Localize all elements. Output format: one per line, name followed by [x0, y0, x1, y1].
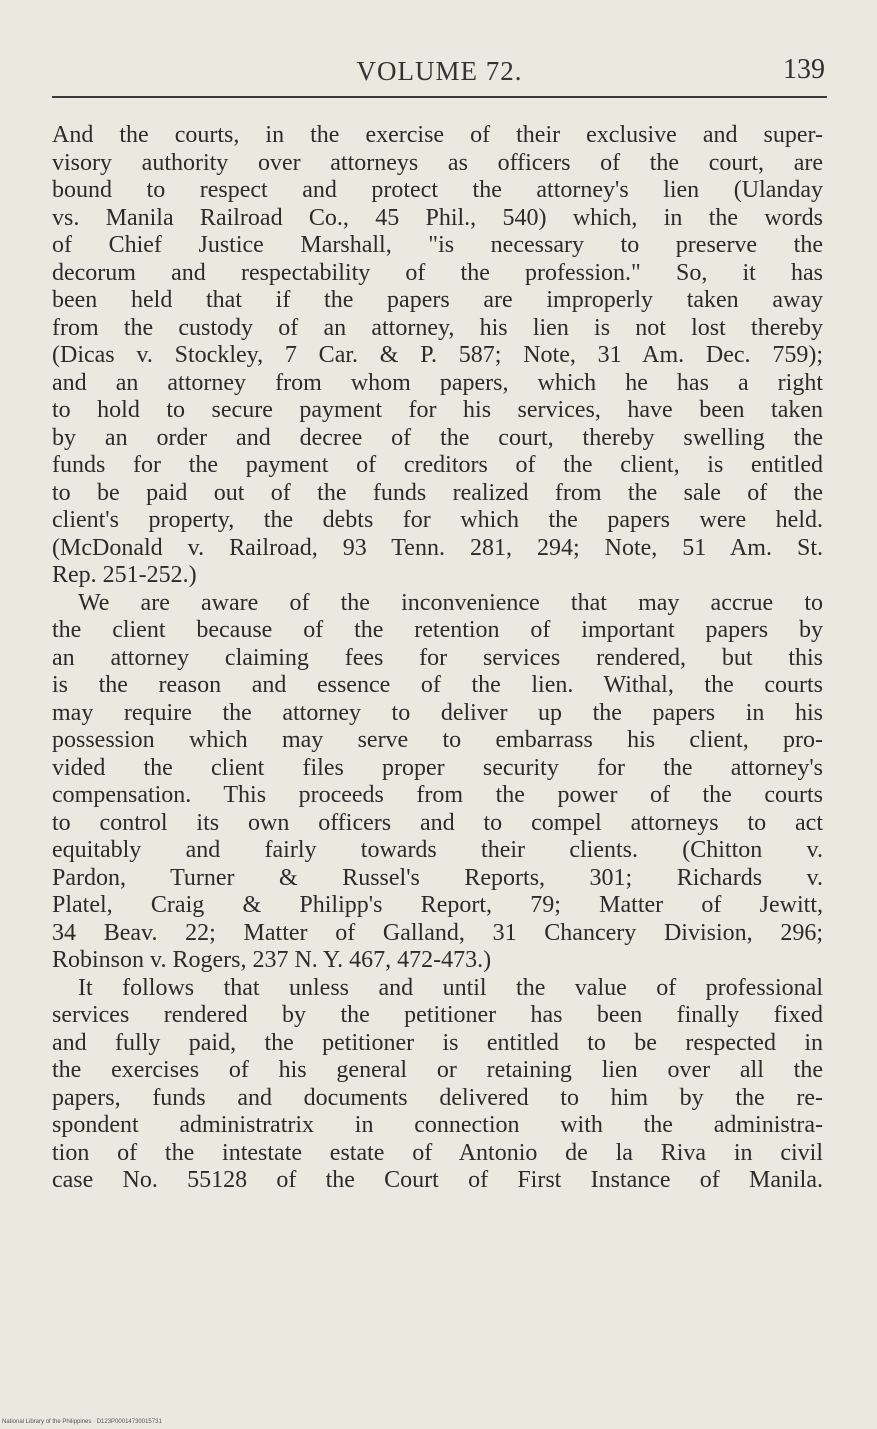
text-line: is the reason and essence of the lien. Withal, the courts: [52, 672, 823, 698]
text-line: to be paid out of the funds realized from the sale of the: [52, 479, 823, 506]
text-line: been held that if the papers are improperly taken away: [52, 287, 823, 313]
header-rule: [52, 96, 827, 98]
volume-title: VOLUME 72.: [356, 56, 523, 86]
paragraph-3: [52, 975, 823, 1195]
paragraph-2: [52, 590, 823, 975]
text-line: vided the client files proper security for the attorney's: [52, 754, 823, 781]
text-line: And the courts, in the exercise of their exclusive and super-: [52, 122, 823, 148]
text-line: Platel, Craig & Philipp's Report, 79; Matter of Jewitt,: [52, 892, 823, 918]
text-line: (Dicas v. Stockley, 7 Car. & P. 587; Note, 31 Am. Dec. 759);: [52, 342, 823, 368]
text-line: the exercises of his general or retaining lien over all the: [52, 1057, 823, 1083]
text-line: Robinson v. Rogers, 237 N. Y. 467, 472-473.): [52, 947, 492, 973]
text-line: an attorney claiming fees for services rendered, but this: [52, 644, 823, 671]
text-line: vs. Manila Railroad Co., 45 Phil., 540) which, in the words: [52, 204, 823, 231]
text-line: client's property, the debts for which the papers were held.: [52, 507, 823, 533]
text-line: from the custody of an attorney, his lien is not lost thereby: [52, 314, 823, 341]
text-line: services rendered by the petitioner has been finally fixed: [52, 1002, 823, 1028]
text-line: Rep. 251-252.): [52, 562, 197, 588]
text-line: and fully paid, the petitioner is entitled to be respected in: [52, 1029, 823, 1056]
scan-footer-note: National Library of the Philippines · D123P00014730015731: [2, 1419, 162, 1425]
body-text: [52, 122, 823, 1195]
text-line: It follows that unless and until the value of professional: [78, 974, 823, 1001]
text-line: Pardon, Turner & Russel's Reports, 301; Richards v.: [52, 864, 823, 891]
text-line: case No. 55128 of the Court of First Instance of Manila.: [52, 1167, 823, 1193]
paragraph-1: [52, 122, 823, 590]
text-line: bound to respect and protect the attorney's lien (Ulanday: [52, 177, 823, 203]
text-line: spondent administratrix in connection with the administra-: [52, 1112, 823, 1138]
text-line: papers, funds and documents delivered to him by the re-: [52, 1084, 823, 1111]
text-line: funds for the payment of creditors of the client, is entitled: [52, 452, 823, 478]
text-line: tion of the intestate estate of Antonio de la Riva in civil: [52, 1139, 823, 1166]
text-line: compensation. This proceeds from the power of the courts: [52, 782, 823, 808]
text-line: We are aware of the inconvenience that may accrue to: [78, 589, 823, 616]
text-line: to hold to secure payment for his services, have been taken: [52, 397, 823, 423]
text-line: by an order and decree of the court, thereby swelling the: [52, 424, 823, 451]
text-line: equitably and fairly towards their clients. (Chitton v.: [52, 837, 823, 863]
text-line: 34 Beav. 22; Matter of Galland, 31 Chancery Division, 296;: [52, 919, 823, 946]
text-line: possession which may serve to embarrass his client, pro-: [52, 727, 823, 753]
text-line: and an attorney from whom papers, which he has a right: [52, 369, 823, 396]
text-line: decorum and respectability of the profession." So, it has: [52, 259, 823, 286]
page-number: 139: [783, 54, 825, 85]
text-line: to control its own officers and to compel attorneys to act: [52, 809, 823, 836]
text-line: (McDonald v. Railroad, 93 Tenn. 281, 294; Note, 51 Am. St.: [52, 534, 823, 561]
text-line: of Chief Justice Marshall, "is necessary to preserve the: [52, 232, 823, 258]
text-line: the client because of the retention of important papers by: [52, 617, 823, 643]
text-line: visory authority over attorneys as officers of the court, are: [52, 149, 823, 176]
text-line: may require the attorney to deliver up the papers in his: [52, 699, 823, 726]
page-header: [52, 50, 827, 90]
